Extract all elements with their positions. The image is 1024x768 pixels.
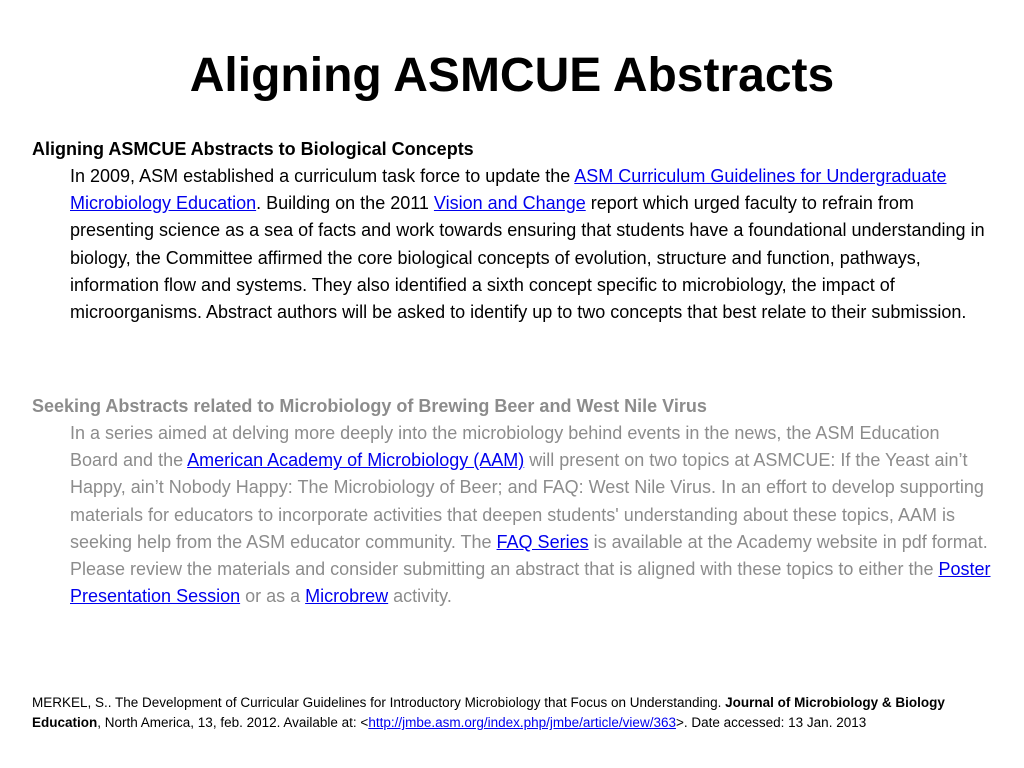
section-heading: Aligning ASMCUE Abstracts to Biological Concepts xyxy=(32,139,474,159)
citation-text: >. Date accessed: 13 Jan. 2013 xyxy=(675,715,867,730)
faq-series-link[interactable]: FAQ Series xyxy=(496,531,589,552)
article-url-link[interactable]: http://jmbe.asm.org/index.php/jmbe/article/view/363 xyxy=(368,715,676,730)
body-text: . Building on the 2011 xyxy=(256,193,434,214)
vision-and-change-link[interactable]: Vision and Change xyxy=(433,193,586,214)
citation-text: MERKEL, S.. The Development of Curricular Guidelines for Introductory Microbiology that Focus on Understanding. xyxy=(32,695,726,710)
microbrew-link[interactable]: Microbrew xyxy=(305,586,389,607)
body-text: report which urged faculty to refrain from presenting science as a sea of facts and work towards ensuring that students have a foundational understanding in biology, the Committee affirmed the core biological concepts of evolution, structure and function, pathways, information flow and systems. They also identified a sixth concept specific to microbiology, the impact of microorganisms. Abstract authors will be asked to identify up to two concepts that best relate to their submission. xyxy=(70,193,985,323)
body-text: activity. xyxy=(388,586,452,607)
body-text: In 2009, ASM established a curriculum task force to update the xyxy=(70,166,575,186)
citation xyxy=(32,693,1000,733)
aam-link[interactable]: American Academy of Microbiology (AAM) xyxy=(187,450,525,471)
body-text: In a series aimed at delving more deeply into the microbiology behind events in the news, the ASM Education Board and the xyxy=(70,423,940,471)
section-brewing-beer-west-nile xyxy=(32,393,992,610)
curriculum-guidelines-link[interactable]: ASM Curriculum Guidelines for Undergraduate Microbiology Education xyxy=(70,166,947,214)
journal-name: Journal of Microbiology & Biology Education xyxy=(32,695,945,730)
citation-text: , North America, 13, feb. 2012. Available at: < xyxy=(97,715,369,730)
section-biological-concepts xyxy=(32,136,992,326)
body-text: will present on two topics at ASMCUE: If the Yeast ain’t Happy, ain’t Nobody Happy: The Microbiology of Beer; and FAQ: West Nile Virus. In an effort to develop supporting materials for educators to incorporate activities that deepen students' understanding about these topics, AAM is seeking help from the ASM educator community. The xyxy=(70,450,984,552)
section-body xyxy=(70,163,992,326)
section-heading: Seeking Abstracts related to Microbiology of Brewing Beer and West Nile Virus xyxy=(32,396,707,416)
poster-presentation-link[interactable]: Poster Presentation Session xyxy=(70,559,991,607)
body-text: is available at the Academy website in pdf format. Please review the materials and consider submitting an abstract that is aligned with these topics to either the xyxy=(70,531,988,580)
body-text: or as a xyxy=(240,586,306,607)
slide-title: Aligning ASMCUE Abstracts xyxy=(189,49,835,102)
section-body xyxy=(70,420,992,610)
